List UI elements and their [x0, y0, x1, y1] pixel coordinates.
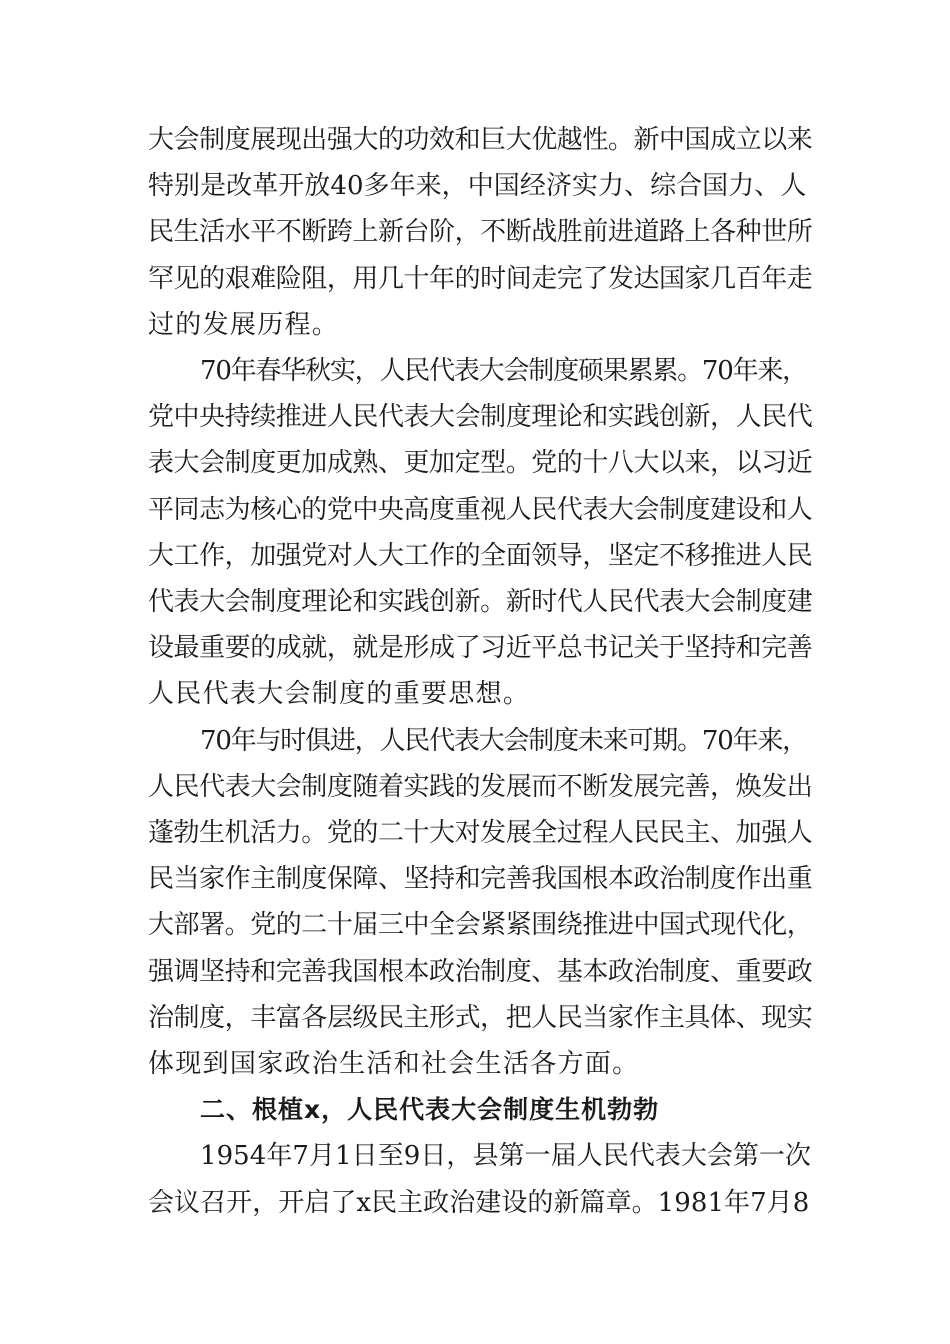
text-line: 会议召开，开启了x民主政治建设的新篇章。1981年7月8	[148, 1187, 810, 1218]
paragraph-future	[148, 718, 813, 1088]
text-line: 代表大会制度理论和实践创新。新时代人民代表大会制度建	[148, 587, 813, 618]
text-line: 强调坚持和完善我国根本政治制度、基本政治制度、重要政	[148, 956, 813, 987]
paragraph-achievements	[148, 348, 813, 718]
text-line: 治制度，丰富各层级民主形式，把人民当家作主具体、现实	[148, 1002, 813, 1033]
text-line: 人民代表大会制度的重要思想。	[148, 679, 531, 710]
paragraph-superiority	[148, 117, 813, 348]
paragraph-history	[148, 1133, 812, 1225]
text-line: 大会制度展现出强大的功效和巨大优越性。新中国成立以来	[148, 125, 813, 155]
text-line: 党中央持续推进人民代表大会制度理论和实践创新，人民代	[148, 402, 813, 433]
text-line: 罕见的艰难险阻，用几十年的时间走完了发达国家几百年走	[148, 263, 813, 294]
text-line: 表大会制度更加成熟、更加定型。党的十八大以来，以习近	[148, 448, 813, 479]
text-line: 大部署。党的二十届三中全会紧紧围绕推进中国式现代化，	[148, 910, 813, 941]
text-line: 平同志为核心的党中央高度重视人民代表大会制度建设和人	[148, 494, 813, 525]
text-line: 人民代表大会制度随着实践的发展而不断发展完善，焕发出	[148, 771, 813, 802]
document-body	[148, 117, 813, 1226]
text-line: 民生活水平不断跨上新台阶，不断战胜前进道路上各种世所	[148, 217, 813, 248]
section-heading	[148, 1087, 808, 1133]
text-line: 特别是改革开放40多年来，中国经济实力、综合国力、人	[148, 171, 807, 202]
text-line: 70年春华秋实，人民代表大会制度硕果累累。70年来，	[200, 356, 807, 387]
text-line: 蓬勃生机活力。党的二十大对发展全过程人民民主、加强人	[148, 818, 813, 849]
text-line: 70年与时俱进，人民代表大会制度未来可期。70年来，	[200, 725, 807, 756]
text-line: 过的发展历程。	[148, 309, 340, 340]
text-line: 设最重要的成就，就是形成了习近平总书记关于坚持和完善	[148, 633, 813, 664]
text-line: 体现到国家政治生活和社会生活各方面。	[148, 1049, 640, 1080]
text-line: 大工作，加强党对人大工作的全面领导，坚定不移推进人民	[148, 540, 813, 571]
text-line: 民当家作主制度保障、坚持和完善我国根本政治制度作出重	[148, 864, 813, 895]
heading-text: 二、根植x，人民代表大会制度生机勃勃	[200, 1095, 660, 1125]
text-line: 1954年7月1日至9日，县第一届人民代表大会第一次	[200, 1141, 812, 1172]
